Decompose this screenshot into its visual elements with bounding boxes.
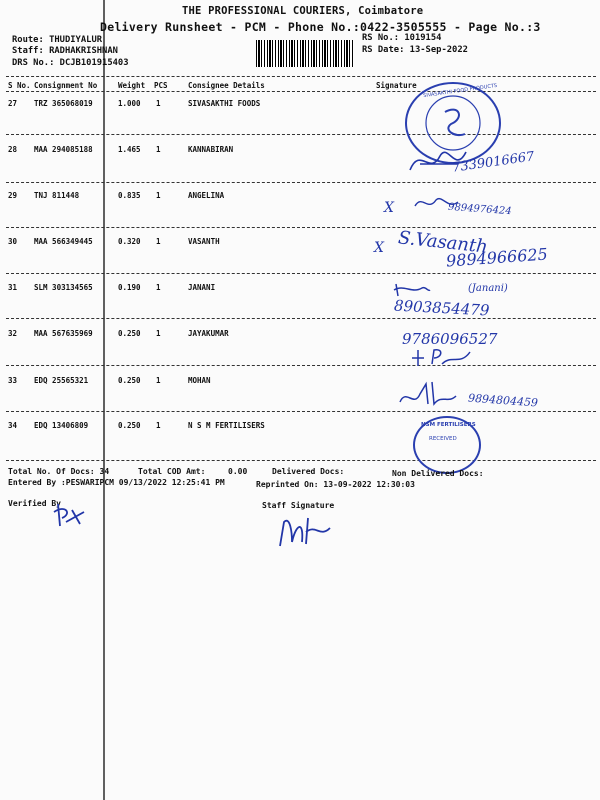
row-pcs: 1 [156,283,161,292]
row-divider [6,182,596,183]
total-docs: Total No. Of Docs: 34 [8,467,110,476]
col-consignee: Consignee Details [188,81,265,90]
fertiliser-stamp [413,416,481,474]
handwritten-phone: 7339016667 [451,149,536,176]
row-consignment: TRZ 365068019 [34,99,93,108]
row-consignment: MAA 294085188 [34,145,93,154]
signature-scribble [408,344,488,370]
handwritten-phone: 8903854479 [393,296,490,320]
rs-date: RS Date: 13-Sep-2022 [362,45,468,55]
row-consignee: JANANI [188,283,216,292]
total-cod-value: 0.00 [228,467,248,476]
staff-label: Staff: RADHAKRISHNAN [12,46,118,56]
row-consignee: N S M FERTILISERS [188,421,265,430]
row-consignment: TNJ 811448 [34,191,80,200]
row-weight: 0.190 [118,283,141,292]
entered-by: Entered By :PESWARIPCM 09/13/2022 12:25:41 PM [8,478,225,487]
row-sno: 30 [8,237,18,246]
handwritten-phone: 9786096527 [402,330,498,348]
row-consignment: MAA 567635969 [34,329,93,338]
company-title: THE PROFESSIONAL COURIERS, Coimbatore [182,5,424,17]
row-pcs: 1 [156,329,161,338]
row-divider [6,411,596,412]
row-divider [6,227,596,228]
handwritten-name: S.Vasanth [397,227,489,258]
row-divider [6,273,596,274]
row-sno: 29 [8,191,18,200]
row-pcs: 1 [156,145,161,154]
stamp-text: NSM FERTILISERS [421,422,476,428]
row-consignee: ANGELINA [188,191,225,200]
barcode [256,40,354,67]
row-pcs: 1 [156,237,161,246]
row-sno: 34 [8,421,18,430]
drs-number: DRS No.: DCJB101915403 [12,58,129,68]
row-consignee: MOHAN [188,376,211,385]
row-consignee: JAYAKUMAR [188,329,229,338]
reprinted-on: Reprinted On: 13-09-2022 12:30:03 [256,480,415,489]
row-consignment: SLM 303134565 [34,283,93,292]
signature-scribble [396,374,466,410]
verified-by-label: Verified By [8,499,61,508]
row-weight: 1.465 [118,145,141,154]
verifier-signature [50,500,90,530]
row-consignment: MAA 566349445 [34,237,93,246]
row-consignee: SIVASAKTHI FOODS [188,99,261,108]
row-consignee: KANNABIRAN [188,145,234,154]
row-weight: 0.250 [118,421,141,430]
col-weight: Weight [118,81,146,90]
row-weight: 0.250 [118,329,141,338]
col-consignment: Consignment No [34,81,98,90]
row-sno: 28 [8,145,18,154]
handwritten-phone: 9894976424 [447,201,512,218]
non-delivered-docs: Non Delivered Docs: [392,469,484,478]
row-divider [6,460,596,461]
row-sno: 31 [8,283,18,292]
staff-signature [276,512,336,550]
col-pcs: PCS [154,81,168,90]
stamp-text: SIVASAKTHI FOOD PRODUCTS [422,82,498,100]
col-signature: Signature [376,81,417,90]
staff-signature-label: Staff Signature [262,501,335,510]
row-pcs: 1 [156,421,161,430]
row-sno: 27 [8,99,18,108]
row-pcs: 1 [156,191,161,200]
handwritten-phone: 9894966625 [445,244,549,271]
stamp-inner-text: RECEIVED [429,436,457,442]
handwritten-phone: 9894804459 [467,391,539,410]
row-sno: 33 [8,376,18,385]
row-pcs: 1 [156,376,161,385]
row-divider [6,134,596,135]
handwritten-name: (Janani) [468,283,508,294]
row-pcs: 1 [156,99,161,108]
row-weight: 0.320 [118,237,141,246]
handwritten-mark: X [384,200,394,216]
row-divider [6,318,596,319]
row-weight: 1.000 [118,99,141,108]
rs-number: RS No.: 1019154 [362,33,442,43]
row-weight: 0.835 [118,191,141,200]
row-weight: 0.250 [118,376,141,385]
delivered-docs: Delivered Docs: [272,467,345,476]
route-label: Route: THUDIYALUR [12,35,103,45]
header-bottom-rule [6,91,596,92]
col-sno: S No. [8,81,31,90]
handwritten-mark: X [374,240,384,256]
row-divider [6,365,596,366]
runsheet-title: Delivery Runsheet - PCM - Phone No.:0422-3505555 - Page No.:3 [100,20,541,34]
row-consignee: VASANTH [188,237,220,246]
row-sno: 32 [8,329,18,338]
row-consignment: EDQ 25565321 [34,376,89,385]
header-top-rule [6,76,596,77]
row-consignment: EDQ 13406809 [34,421,89,430]
total-cod-label: Total COD Amt: [138,467,206,476]
scan-edge-line [103,0,105,800]
